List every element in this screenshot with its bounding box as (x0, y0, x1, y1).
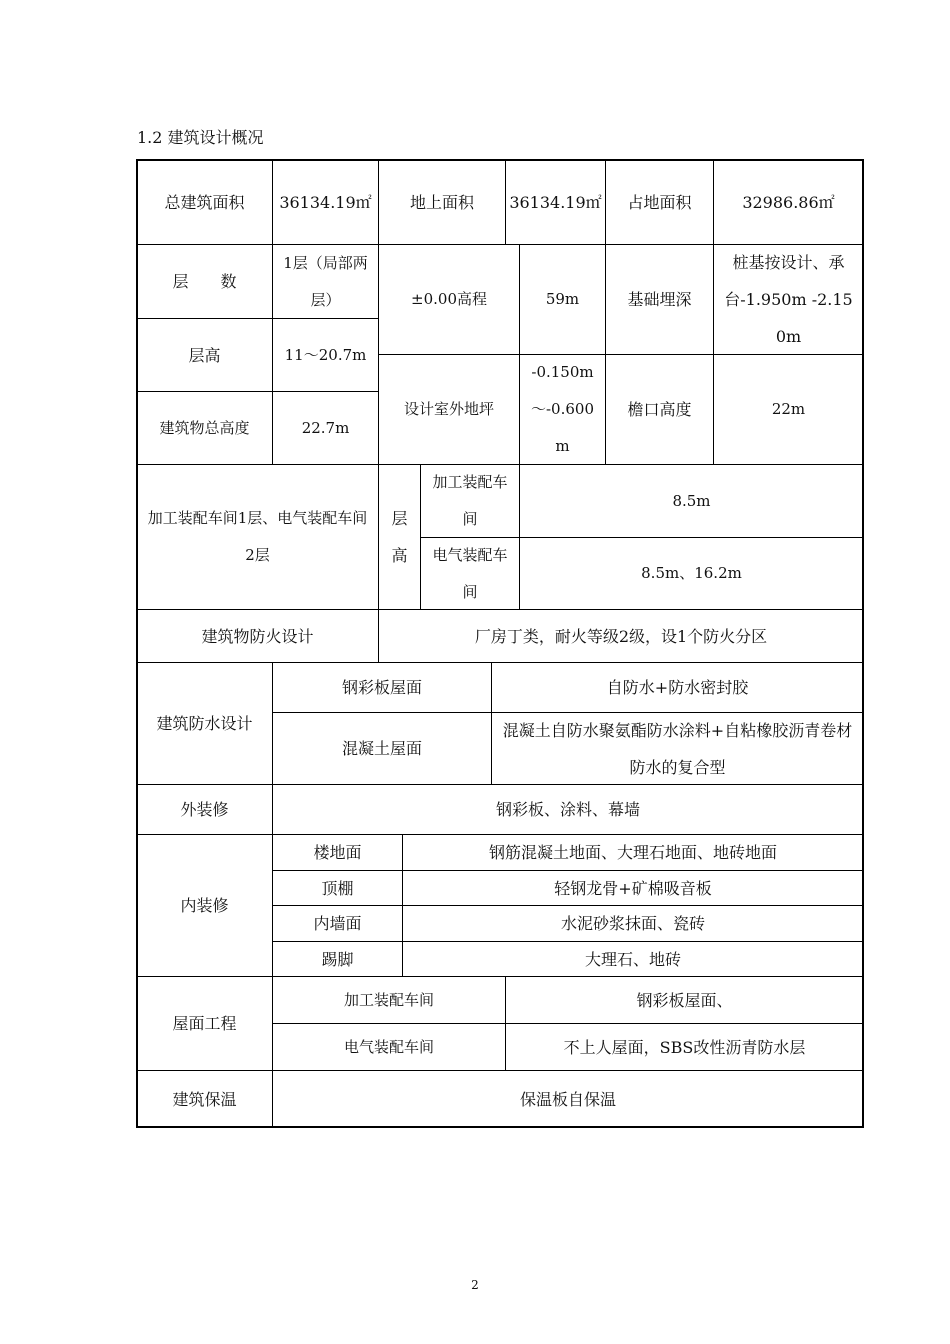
interior-finish-label: 内装修 (136, 834, 273, 977)
machining-workshop-height: 8.5m (519, 464, 864, 538)
insulation-value: 保温板自保温 (272, 1070, 864, 1128)
fire-design-value: 厂房丁类，耐火等级2级，设1个防火分区 (378, 609, 864, 663)
elevation-value: 59m (519, 244, 606, 355)
floors-value: 1层（局部两层） (272, 244, 379, 319)
roof-electrical-workshop-label: 电气装配车间 (272, 1023, 506, 1071)
roof-machining-workshop-value: 钢彩板屋面、 (505, 976, 864, 1024)
floor-finish-label: 楼地面 (272, 834, 403, 871)
skirting-label: 踢脚 (272, 941, 403, 977)
exterior-finish-label: 外装修 (136, 784, 273, 835)
electrical-workshop-label: 电气装配车间 (420, 537, 520, 610)
land-area-value: 32986.86㎡ (713, 159, 864, 245)
building-total-height-label: 建筑物总高度 (136, 391, 273, 465)
elevation-label: ±0.00高程 (378, 244, 520, 355)
concrete-roof-label: 混凝土屋面 (272, 712, 492, 785)
ceiling-value: 轻钢龙骨+矿棉吸音板 (402, 870, 864, 906)
interior-wall-label: 内墙面 (272, 905, 403, 942)
exterior-finish-value: 钢彩板、涂料、幕墙 (272, 784, 864, 835)
steel-roof-value: 自防水+防水密封胶 (491, 662, 864, 713)
ceiling-label: 顶棚 (272, 870, 403, 906)
outdoor-grade-value: -0.150m～-0.600m (519, 354, 606, 465)
workshop-description: 加工装配车间1层、电气装配车间2层 (136, 464, 379, 610)
total-area-value: 36134.19㎡ (272, 159, 379, 245)
foundation-depth-value: 桩基按设计、承台-1.950m -2.150m (713, 244, 864, 355)
electrical-workshop-height: 8.5m、16.2m (519, 537, 864, 610)
above-ground-area-label: 地上面积 (378, 159, 506, 245)
fire-design-label: 建筑物防火设计 (136, 609, 379, 663)
storey-height-label: 层高 (136, 318, 273, 392)
floor-finish-value: 钢筋混凝土地面、大理石地面、地砖地面 (402, 834, 864, 871)
roof-electrical-workshop-value: 不上人屋面，SBS改性沥青防水层 (505, 1023, 864, 1071)
building-total-height-value: 22.7m (272, 391, 379, 465)
page-number: 2 (471, 1278, 479, 1292)
storey-height-group-label: 层高 (378, 464, 421, 610)
outdoor-grade-label: 设计室外地坪 (378, 354, 520, 465)
machining-workshop-label: 加工装配车间 (420, 464, 520, 538)
storey-height-value: 11～20.7m (272, 318, 379, 392)
eave-height-value: 22m (713, 354, 864, 465)
land-area-label: 占地面积 (605, 159, 714, 245)
total-area-label: 总建筑面积 (136, 159, 273, 245)
floors-label: 层 数 (136, 244, 273, 319)
eave-height-label: 檐口高度 (605, 354, 714, 465)
foundation-depth-label: 基础埋深 (605, 244, 714, 355)
skirting-value: 大理石、地砖 (402, 941, 864, 977)
waterproof-design-label: 建筑防水设计 (136, 662, 273, 785)
roof-machining-workshop-label: 加工装配车间 (272, 976, 506, 1024)
roof-works-label: 屋面工程 (136, 976, 273, 1071)
concrete-roof-value: 混凝土自防水聚氨酯防水涂料+自粘橡胶沥青卷材防水的复合型 (491, 712, 864, 785)
insulation-label: 建筑保温 (136, 1070, 273, 1128)
above-ground-area-value: 36134.19㎡ (505, 159, 606, 245)
section-heading: 1.2 建筑设计概况 (137, 128, 264, 147)
interior-wall-value: 水泥砂浆抹面、瓷砖 (402, 905, 864, 942)
steel-roof-label: 钢彩板屋面 (272, 662, 492, 713)
